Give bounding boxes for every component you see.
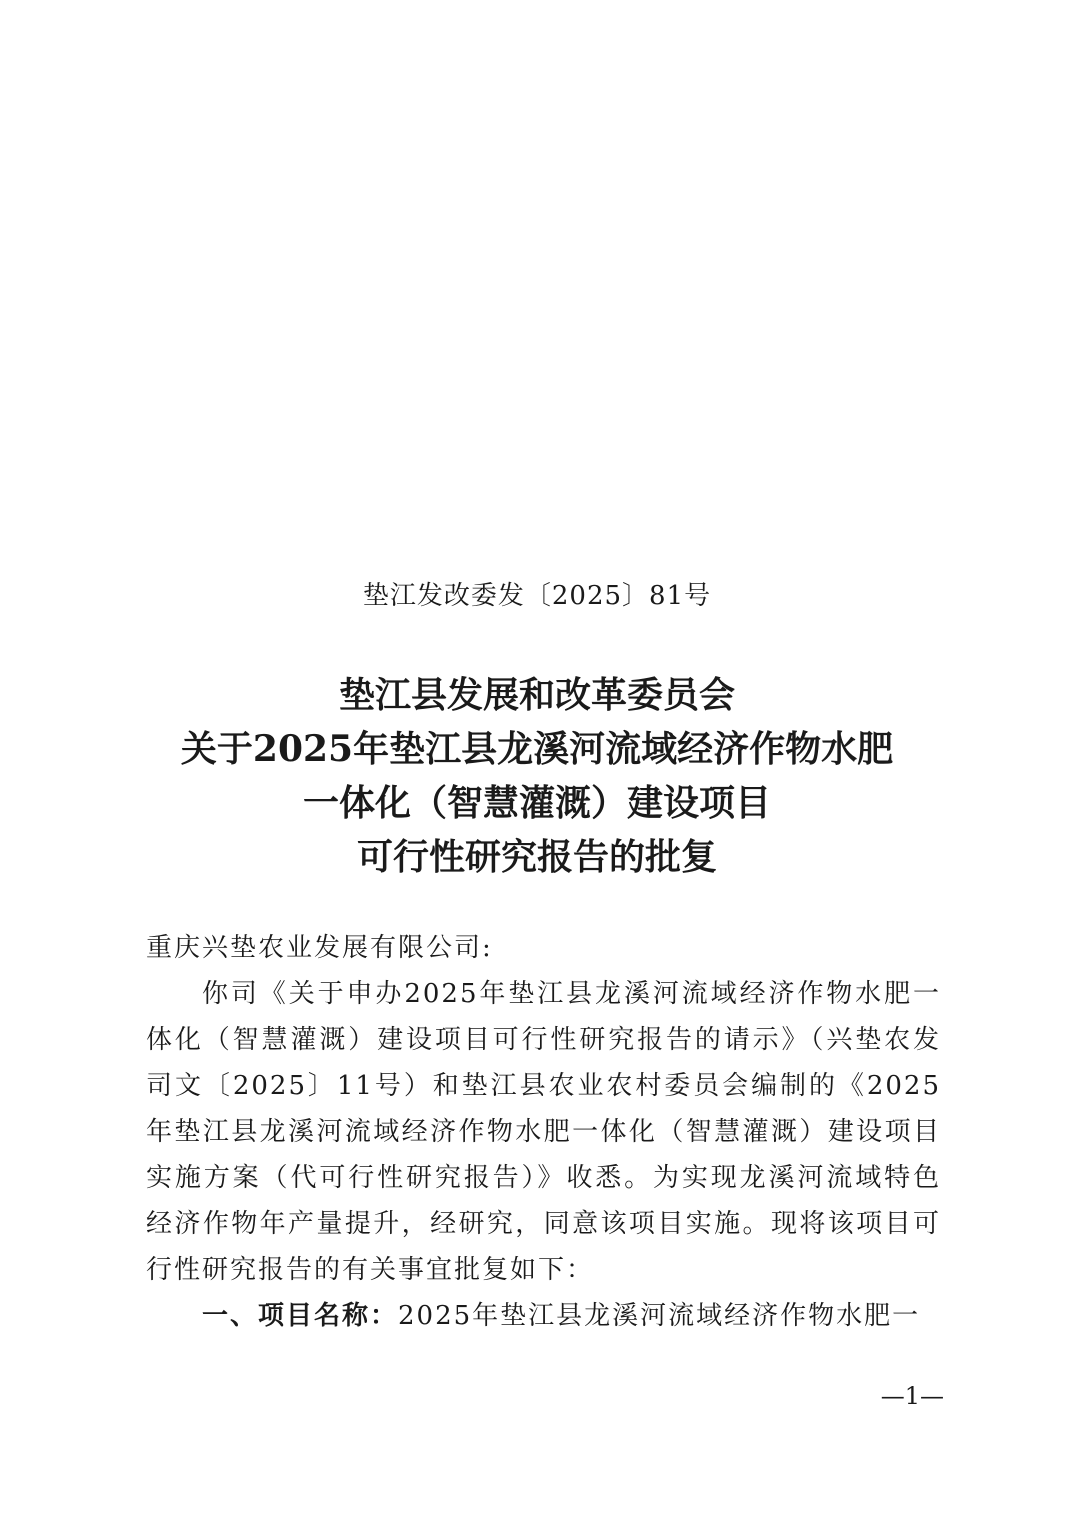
body-paragraph: 你司《关于申办2025年垫江县龙溪河流域经济作物水肥一体化（智慧灌溉）建设项目可行性研究报告的请示》（兴垫农发司文〔2025〕11号）和垫江县农业农村委员会编制的《2025年垫江县龙溪河流域经济作物水肥一体化（智慧灌溉）建设项目实施方案（代可行性研究报告）》收悉。为实现龙溪河流域特色经济作物年产量提升，经研究，同意该项目实施。现将该项目可行性研究报告的有关事宜批复如下： xyxy=(146,979,941,1285)
salutation: 重庆兴垫农业发展有限公司: xyxy=(146,933,493,963)
title-line-3: 一体化（智慧灌溉）建设项目 xyxy=(302,782,771,824)
document-body xyxy=(146,925,941,1339)
title-line-1: 垫江县发展和改革委员会 xyxy=(338,674,735,716)
title-line-2: 关于2025年垫江县龙溪河流域经济作物水肥 xyxy=(180,728,894,770)
item-1-paragraph xyxy=(146,1293,941,1339)
item-1-text: 2025年垫江县龙溪河流域经济作物水肥一 xyxy=(398,1301,921,1331)
document-title xyxy=(100,668,974,884)
page-number: —1— xyxy=(880,1382,944,1410)
item-1-label: 一、项目名称： xyxy=(202,1301,399,1331)
document-number: 垫江发改委发〔2025〕81号 xyxy=(362,581,712,611)
title-line-4: 可行性研究报告的批复 xyxy=(356,836,717,878)
